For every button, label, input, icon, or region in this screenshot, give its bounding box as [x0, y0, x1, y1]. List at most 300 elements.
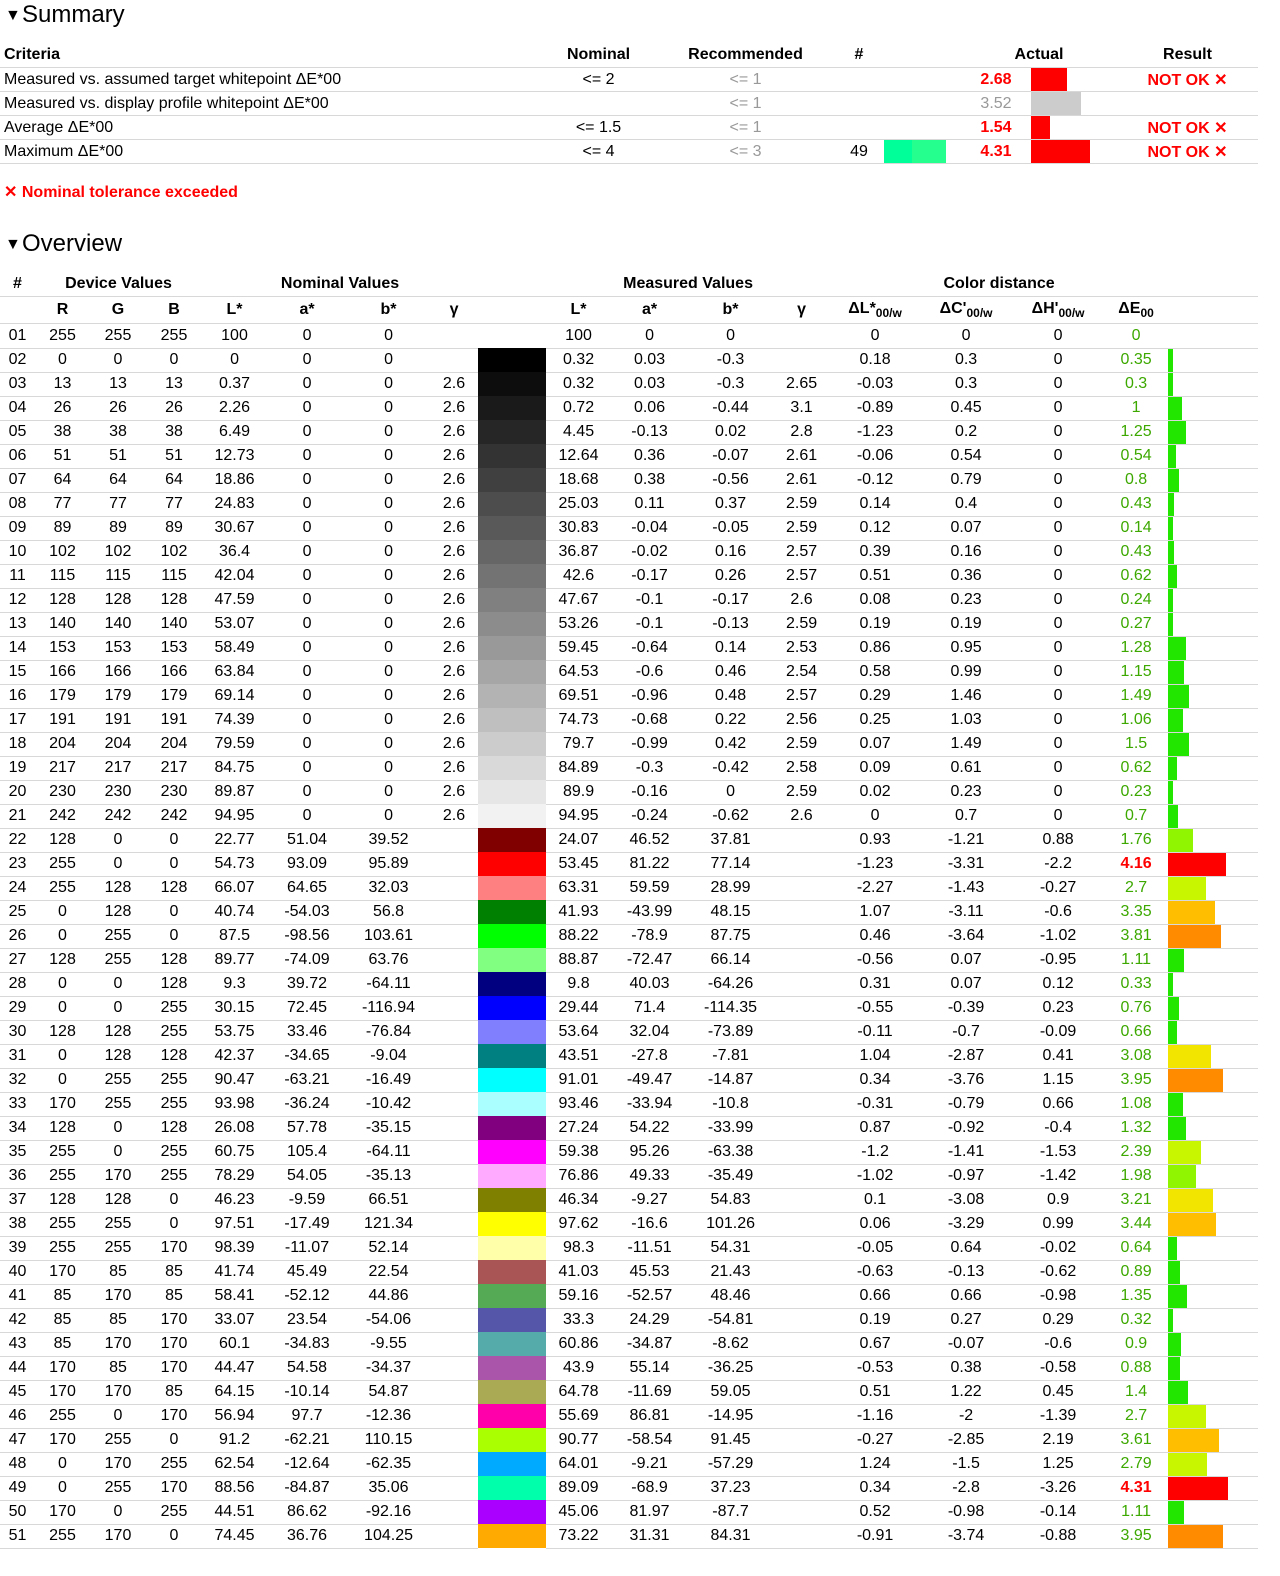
color-swatch [478, 1116, 546, 1140]
measured-l: 12.64 [546, 444, 611, 468]
color-swatch [478, 996, 546, 1020]
device-g: 51 [90, 444, 146, 468]
device-g: 89 [90, 516, 146, 540]
delta-l: 0 [830, 324, 920, 349]
col-nominal-l: L* [202, 297, 267, 324]
delta-h: 0 [1012, 660, 1104, 684]
row-number: 43 [0, 1332, 35, 1356]
delta-h: -0.95 [1012, 948, 1104, 972]
measured-l: 0.32 [546, 372, 611, 396]
delta-h: -0.27 [1012, 876, 1104, 900]
nominal-gamma [430, 1284, 478, 1308]
nominal-gamma [430, 1308, 478, 1332]
row-number: 50 [0, 1500, 35, 1524]
device-g: 85 [90, 1308, 146, 1332]
delta-e-bar-cell [1168, 972, 1258, 996]
delta-l: -0.11 [830, 1020, 920, 1044]
measured-gamma [773, 1020, 830, 1044]
delta-e: 1.28 [1104, 636, 1168, 660]
nominal-l: 54.73 [202, 852, 267, 876]
device-b: 255 [146, 1140, 202, 1164]
measured-gamma [773, 900, 830, 924]
measured-b: 0 [688, 780, 773, 804]
device-g: 230 [90, 780, 146, 804]
measured-b: 48.15 [688, 900, 773, 924]
overview-row [0, 1428, 1258, 1452]
nominal-a: 0 [267, 540, 347, 564]
device-b: 255 [146, 1164, 202, 1188]
nominal-b: 0 [347, 348, 430, 372]
col-measured-gamma: γ [773, 297, 830, 324]
nominal-a: 0 [267, 732, 347, 756]
delta-l: 0.58 [830, 660, 920, 684]
patch-sample [884, 140, 946, 163]
measured-a: -0.68 [611, 708, 688, 732]
delta-h: -0.58 [1012, 1356, 1104, 1380]
device-g: 204 [90, 732, 146, 756]
device-b: 0 [146, 1428, 202, 1452]
delta-e-bar [1168, 565, 1177, 588]
nominal-l: 33.07 [202, 1308, 267, 1332]
device-r: 0 [35, 1476, 90, 1500]
overview-row [0, 852, 1258, 876]
measured-b: 0.42 [688, 732, 773, 756]
row-number: 32 [0, 1068, 35, 1092]
delta-h: 2.19 [1012, 1428, 1104, 1452]
nominal-b: 0 [347, 804, 430, 828]
measured-gamma [773, 1116, 830, 1140]
color-swatch [478, 852, 546, 876]
nominal-l: 64.15 [202, 1380, 267, 1404]
device-g: 255 [90, 948, 146, 972]
delta-h: 0.41 [1012, 1044, 1104, 1068]
overview-heading[interactable]: ▼Overview [5, 229, 122, 260]
measured-a: 0.06 [611, 396, 688, 420]
delta-c: 0.3 [920, 348, 1012, 372]
overview-row [0, 348, 1258, 372]
row-number: 19 [0, 756, 35, 780]
nominal-a: -34.65 [267, 1044, 347, 1068]
delta-e-bar-cell [1168, 1380, 1258, 1404]
measured-l: 47.67 [546, 588, 611, 612]
overview-row [0, 444, 1258, 468]
measured-b: 84.31 [688, 1524, 773, 1548]
delta-h: -0.02 [1012, 1236, 1104, 1260]
measured-a: -0.16 [611, 780, 688, 804]
delta-c: -0.07 [920, 1332, 1012, 1356]
nominal-gamma: 2.6 [430, 756, 478, 780]
nominal-gamma [430, 852, 478, 876]
nominal-l: 26.08 [202, 1116, 267, 1140]
delta-e-bar-cell [1168, 1188, 1258, 1212]
summary-heading[interactable]: ▼Summary [5, 0, 125, 31]
delta-h: -0.14 [1012, 1500, 1104, 1524]
measured-b: 0.14 [688, 636, 773, 660]
number-cell [834, 116, 884, 140]
row-number: 47 [0, 1428, 35, 1452]
color-swatch [478, 1356, 546, 1380]
device-b: 179 [146, 684, 202, 708]
collapse-triangle-icon: ▼ [5, 236, 21, 253]
nominal-gamma: 2.6 [430, 732, 478, 756]
device-g: 170 [90, 1332, 146, 1356]
delta-h: 0 [1012, 492, 1104, 516]
nominal-b: 56.8 [347, 900, 430, 924]
device-b: 170 [146, 1476, 202, 1500]
measured-b: 28.99 [688, 876, 773, 900]
measured-l: 24.07 [546, 828, 611, 852]
measured-a: -52.57 [611, 1284, 688, 1308]
measured-l: 46.34 [546, 1188, 611, 1212]
overview-row [0, 1284, 1258, 1308]
actual-bar-cell [1031, 140, 1117, 164]
nominal-a: 0 [267, 756, 347, 780]
overview-row [0, 900, 1258, 924]
delta-e-bar-cell [1168, 636, 1258, 660]
device-b: 170 [146, 1356, 202, 1380]
measured-l: 0.32 [546, 348, 611, 372]
delta-l: -0.03 [830, 372, 920, 396]
device-b: 0 [146, 1212, 202, 1236]
delta-l: 0.02 [830, 780, 920, 804]
overview-row [0, 588, 1258, 612]
color-swatch [478, 516, 546, 540]
delta-e-bar [1168, 637, 1186, 660]
delta-e-bar [1168, 373, 1173, 396]
measured-gamma [773, 1380, 830, 1404]
device-b: 115 [146, 564, 202, 588]
delta-c: 0.19 [920, 612, 1012, 636]
delta-h: -2.2 [1012, 852, 1104, 876]
device-r: 38 [35, 420, 90, 444]
nominal-a: 0 [267, 348, 347, 372]
delta-h: 0 [1012, 540, 1104, 564]
measured-gamma: 2.57 [773, 684, 830, 708]
device-r: 0 [35, 1452, 90, 1476]
nominal-gamma: 2.6 [430, 468, 478, 492]
nominal-a: 0 [267, 804, 347, 828]
color-swatch [478, 468, 546, 492]
row-number: 15 [0, 660, 35, 684]
delta-l: -0.55 [830, 996, 920, 1020]
fail-x-icon: ✕ [1214, 119, 1228, 137]
overview-row [0, 660, 1258, 684]
nominal-l: 74.39 [202, 708, 267, 732]
color-swatch [478, 396, 546, 420]
nominal-a: 0 [267, 492, 347, 516]
measured-gamma: 2.59 [773, 780, 830, 804]
delta-e-bar [1168, 1429, 1219, 1452]
nominal-l: 78.29 [202, 1164, 267, 1188]
color-swatch [478, 324, 546, 349]
delta-h: -0.6 [1012, 900, 1104, 924]
delta-l: 0.18 [830, 348, 920, 372]
delta-e-bar-cell [1168, 756, 1258, 780]
measured-gamma [773, 1164, 830, 1188]
device-r: 170 [35, 1380, 90, 1404]
measured-l: 63.31 [546, 876, 611, 900]
device-r: 128 [35, 1020, 90, 1044]
measured-gamma: 2.57 [773, 564, 830, 588]
row-number: 41 [0, 1284, 35, 1308]
delta-e-bar [1168, 997, 1179, 1020]
row-number: 17 [0, 708, 35, 732]
overview-table [0, 272, 1258, 1549]
device-g: 170 [90, 1164, 146, 1188]
delta-l: -0.63 [830, 1260, 920, 1284]
nominal-l: 69.14 [202, 684, 267, 708]
tolerance-note [4, 182, 238, 202]
measured-b: -57.29 [688, 1452, 773, 1476]
color-swatch [478, 612, 546, 636]
measured-l: 41.03 [546, 1260, 611, 1284]
delta-e-bar-cell [1168, 660, 1258, 684]
delta-h: 0.88 [1012, 828, 1104, 852]
nominal-gamma [430, 1356, 478, 1380]
delta-l: -1.16 [830, 1404, 920, 1428]
nominal-gamma: 2.6 [430, 588, 478, 612]
col-recommended: Recommended [657, 43, 834, 68]
device-b: 0 [146, 924, 202, 948]
group-device-values: Device Values [35, 272, 202, 297]
row-number: 05 [0, 420, 35, 444]
delta-l: 0.25 [830, 708, 920, 732]
nominal-a: 51.04 [267, 828, 347, 852]
col-measured-a: a* [611, 297, 688, 324]
row-number: 39 [0, 1236, 35, 1260]
nominal-b: -35.13 [347, 1164, 430, 1188]
delta-h: 0.12 [1012, 972, 1104, 996]
nominal-gamma [430, 1140, 478, 1164]
overview-row [0, 756, 1258, 780]
delta-e: 0.8 [1104, 468, 1168, 492]
row-number: 13 [0, 612, 35, 636]
delta-c: 0.23 [920, 780, 1012, 804]
delta-e-bar-cell [1168, 1452, 1258, 1476]
device-b: 64 [146, 468, 202, 492]
collapse-triangle-icon: ▼ [5, 7, 21, 24]
measured-gamma [773, 1308, 830, 1332]
nominal-gamma: 2.6 [430, 780, 478, 804]
measured-a: -0.64 [611, 636, 688, 660]
delta-e-bar [1168, 1525, 1223, 1548]
device-g: 255 [90, 1092, 146, 1116]
measured-l: 53.26 [546, 612, 611, 636]
measured-gamma [773, 348, 830, 372]
delta-e-bar [1168, 1069, 1223, 1092]
delta-e: 3.08 [1104, 1044, 1168, 1068]
device-g: 153 [90, 636, 146, 660]
delta-c: -3.74 [920, 1524, 1012, 1548]
device-r: 170 [35, 1356, 90, 1380]
overview-row [0, 804, 1258, 828]
measured-a: -0.17 [611, 564, 688, 588]
device-b: 102 [146, 540, 202, 564]
delta-l: -1.02 [830, 1164, 920, 1188]
nominal-a: 0 [267, 708, 347, 732]
measured-l: 29.44 [546, 996, 611, 1020]
measured-a: 81.22 [611, 852, 688, 876]
nominal-b: 0 [347, 516, 430, 540]
delta-e-bar [1168, 493, 1174, 516]
col-measured-b: b* [688, 297, 773, 324]
nominal-a: 105.4 [267, 1140, 347, 1164]
measured-gamma [773, 1092, 830, 1116]
overview-row [0, 1308, 1258, 1332]
delta-e-bar-cell [1168, 1308, 1258, 1332]
delta-e-bar [1168, 733, 1189, 756]
measured-a: 54.22 [611, 1116, 688, 1140]
measured-gamma [773, 1476, 830, 1500]
device-g: 255 [90, 1428, 146, 1452]
device-g: 38 [90, 420, 146, 444]
delta-e-bar [1168, 829, 1193, 852]
nominal-gamma: 2.6 [430, 444, 478, 468]
measured-l: 97.62 [546, 1212, 611, 1236]
delta-h: 0 [1012, 348, 1104, 372]
device-b: 204 [146, 732, 202, 756]
delta-e: 1.08 [1104, 1092, 1168, 1116]
delta-l: 0.86 [830, 636, 920, 660]
nominal-cell: <= 2 [540, 68, 657, 92]
delta-e: 0.62 [1104, 564, 1168, 588]
nominal-a: 64.65 [267, 876, 347, 900]
color-swatch [478, 1524, 546, 1548]
nominal-a: -12.64 [267, 1452, 347, 1476]
measured-gamma: 2.61 [773, 468, 830, 492]
delta-l: -0.89 [830, 396, 920, 420]
device-g: 255 [90, 1068, 146, 1092]
delta-e-bar-cell [1168, 1044, 1258, 1068]
actual-value: 3.52 [961, 92, 1031, 116]
nominal-gamma [430, 948, 478, 972]
nominal-l: 93.98 [202, 1092, 267, 1116]
measured-b: 0.46 [688, 660, 773, 684]
nominal-l: 46.23 [202, 1188, 267, 1212]
delta-e: 0.3 [1104, 372, 1168, 396]
measured-gamma: 2.59 [773, 612, 830, 636]
delta-c: 0.45 [920, 396, 1012, 420]
device-r: 89 [35, 516, 90, 540]
device-g: 170 [90, 1284, 146, 1308]
nominal-a: -34.83 [267, 1332, 347, 1356]
delta-e: 2.79 [1104, 1452, 1168, 1476]
delta-e-bar-cell [1168, 1140, 1258, 1164]
delta-l: 0.19 [830, 1308, 920, 1332]
delta-e-bar-cell [1168, 540, 1258, 564]
device-b: 170 [146, 1308, 202, 1332]
nominal-cell: <= 1.5 [540, 116, 657, 140]
delta-c: 0.07 [920, 516, 1012, 540]
delta-c: 0.36 [920, 564, 1012, 588]
measured-gamma [773, 996, 830, 1020]
nominal-b: -12.36 [347, 1404, 430, 1428]
color-swatch [478, 1380, 546, 1404]
actual-value: 4.31 [961, 140, 1031, 164]
patch-cell [884, 68, 961, 92]
delta-l: 0.29 [830, 684, 920, 708]
row-number: 42 [0, 1308, 35, 1332]
measured-b: -0.17 [688, 588, 773, 612]
nominal-a: 97.7 [267, 1404, 347, 1428]
delta-e-bar [1168, 349, 1173, 372]
delta-e: 2.7 [1104, 1404, 1168, 1428]
nominal-l: 42.37 [202, 1044, 267, 1068]
device-g: 255 [90, 1476, 146, 1500]
nominal-b: -34.37 [347, 1356, 430, 1380]
device-r: 85 [35, 1308, 90, 1332]
device-b: 166 [146, 660, 202, 684]
delta-c: 0.7 [920, 804, 1012, 828]
measured-b: 37.81 [688, 828, 773, 852]
nominal-gamma [430, 1164, 478, 1188]
nominal-l: 0.37 [202, 372, 267, 396]
delta-l: 0.12 [830, 516, 920, 540]
recommended-cell: <= 1 [657, 68, 834, 92]
measured-b: -0.42 [688, 756, 773, 780]
delta-h: 0.66 [1012, 1092, 1104, 1116]
measured-l: 74.73 [546, 708, 611, 732]
device-b: 0 [146, 900, 202, 924]
delta-c: -2.85 [920, 1428, 1012, 1452]
row-number: 12 [0, 588, 35, 612]
delta-e-bar-cell [1168, 1068, 1258, 1092]
delta-e: 0.66 [1104, 1020, 1168, 1044]
overview-row [0, 1020, 1258, 1044]
delta-e: 1.76 [1104, 828, 1168, 852]
measured-b: 101.26 [688, 1212, 773, 1236]
delta-c: 1.49 [920, 732, 1012, 756]
nominal-a: 72.45 [267, 996, 347, 1020]
measured-l: 94.95 [546, 804, 611, 828]
nominal-a: 0 [267, 324, 347, 349]
nominal-a: -74.09 [267, 948, 347, 972]
col-delta-c: $\Delta C'_{00/w}$ [920, 297, 1012, 324]
result-cell: NOT OK ✕ [1117, 68, 1258, 92]
measured-l: 33.3 [546, 1308, 611, 1332]
delta-e-bar-cell [1168, 1116, 1258, 1140]
row-number: 30 [0, 1020, 35, 1044]
measured-a: -0.02 [611, 540, 688, 564]
measured-a: -49.47 [611, 1068, 688, 1092]
color-swatch [478, 1332, 546, 1356]
actual-value: 2.68 [961, 68, 1031, 92]
delta-e-bar-cell [1168, 1284, 1258, 1308]
nominal-l: 89.77 [202, 948, 267, 972]
delta-e-bar [1168, 781, 1173, 804]
nominal-a: 0 [267, 516, 347, 540]
actual-bar [1031, 68, 1067, 91]
measured-l: 25.03 [546, 492, 611, 516]
measured-a: -68.9 [611, 1476, 688, 1500]
nominal-b: -64.11 [347, 972, 430, 996]
delta-e-bar [1168, 1141, 1201, 1164]
col-delta-h: $\Delta H'_{00/w}$ [1012, 297, 1104, 324]
delta-e-bar [1168, 1117, 1186, 1140]
delta-e-bar [1168, 1165, 1196, 1188]
device-b: 255 [146, 1068, 202, 1092]
delta-e: 1.06 [1104, 708, 1168, 732]
delta-h: 0.23 [1012, 996, 1104, 1020]
device-g: 0 [90, 972, 146, 996]
measured-gamma: 2.59 [773, 732, 830, 756]
delta-h: 0 [1012, 780, 1104, 804]
delta-e: 3.61 [1104, 1428, 1168, 1452]
delta-e-bar-cell [1168, 852, 1258, 876]
overview-row [0, 948, 1258, 972]
device-b: 140 [146, 612, 202, 636]
criteria-cell: Maximum ΔE*00 [0, 140, 540, 164]
